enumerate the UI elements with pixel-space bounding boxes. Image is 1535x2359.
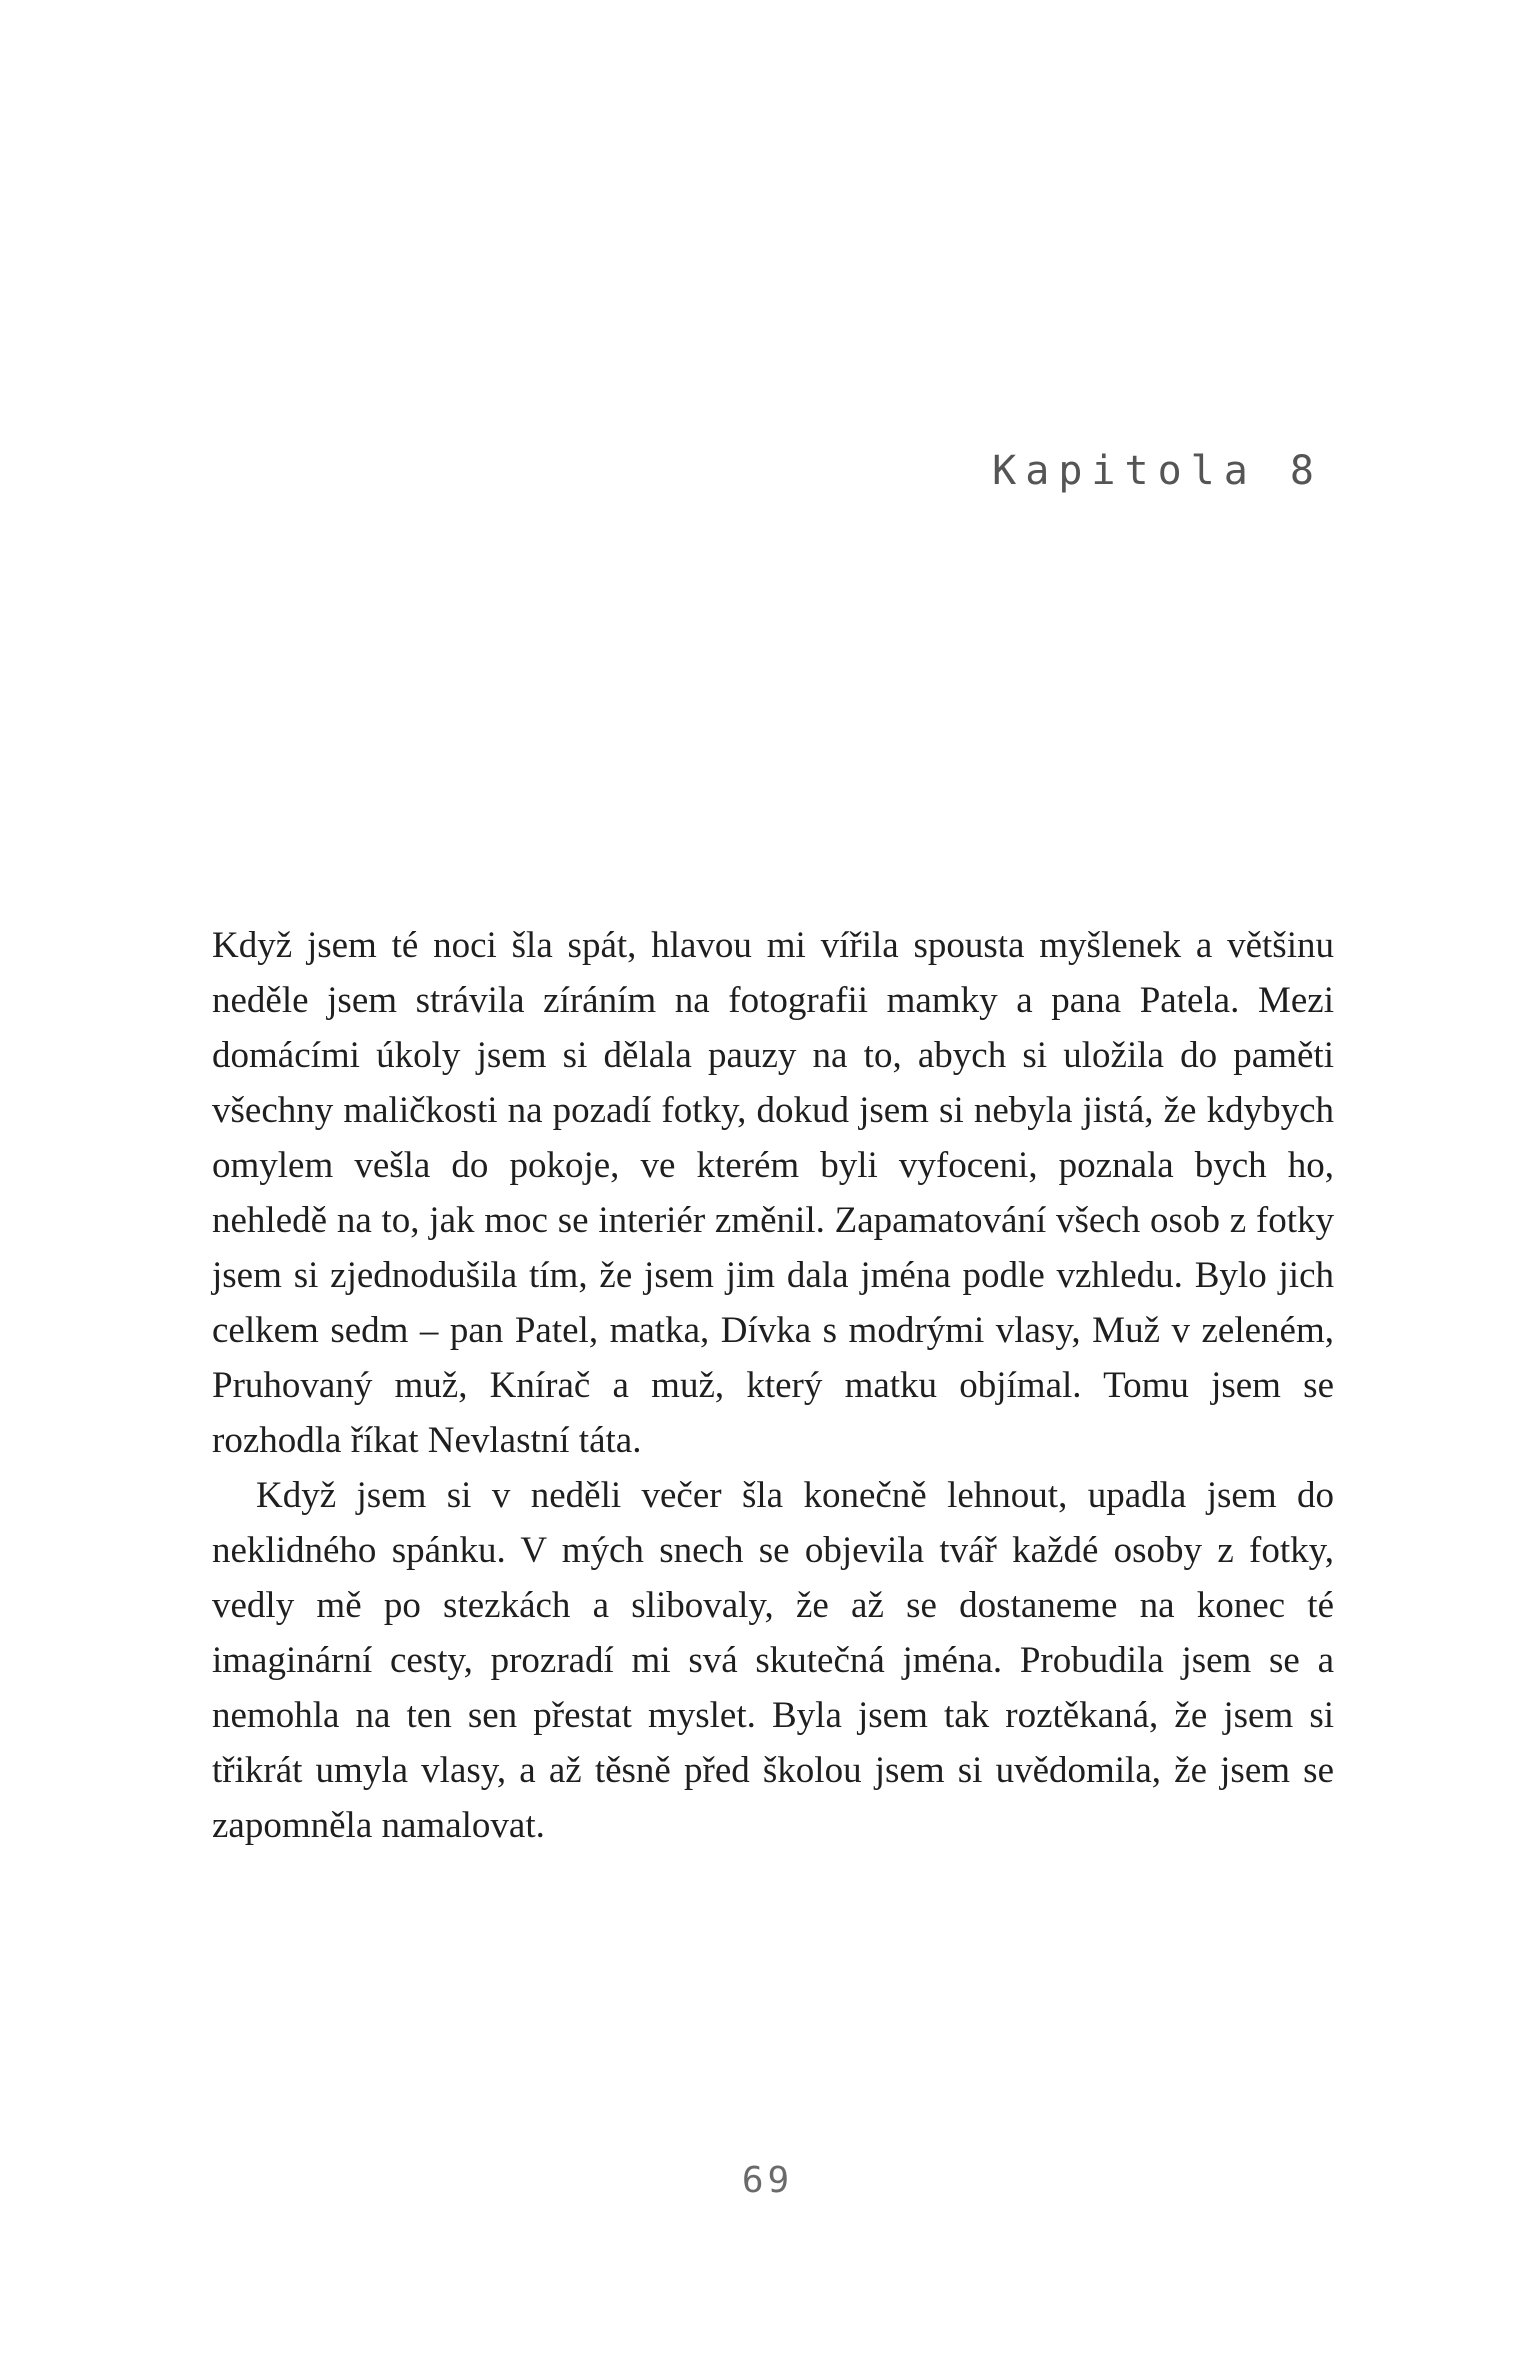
body-paragraph: Když jsem té noci šla spát, hlavou mi vířila spousta myšlenek a většinu neděle jsem strávila zíráním na fotografii mamky a pana Patela. Mezi domácími úkoly jsem si dělala pauzy na to, abych si uložila do paměti všechny maličkosti na pozadí fotky, dokud jsem si nebyla jistá, že kdybych omylem vešla do pokoje, ve kterém byli vyfoceni, poznala bych ho, nehledě na to, jak moc se interiér změnil. Zapamatování všech osob z fotky jsem si zjednodušila tím, že jsem jim dala jména podle vzhledu. Bylo jich celkem sedm – pan Patel, matka, Dívka s modrými vlasy, Muž v zeleném, Pruhovaný muž, Knírač a muž, který matku objímal. Tomu jsem se rozhodla říkat Nevlastní táta. [212, 925, 1334, 1461]
body-paragraph: Když jsem si v neděli večer šla konečně lehnout, upadla jsem do neklidného spánku. V mých snech se objevila tvář každé osoby z fotky, vedly mě po stezkách a slibovaly, že až se dostaneme na konec té imaginární cesty, prozradí mi svá skutečná jména. Probudila jsem se a nemohla na ten sen přestat myslet. Byla jsem tak roztěkaná, že jsem si třikrát umyla vlasy, a až těsně před školou jsem si uvědomila, že jsem se zapomněla namalovat. [212, 1475, 1334, 1846]
page-number: 69 [741, 2160, 794, 2201]
body-text-block [212, 918, 1334, 1853]
chapter-heading: Kapitola 8 [992, 448, 1323, 494]
